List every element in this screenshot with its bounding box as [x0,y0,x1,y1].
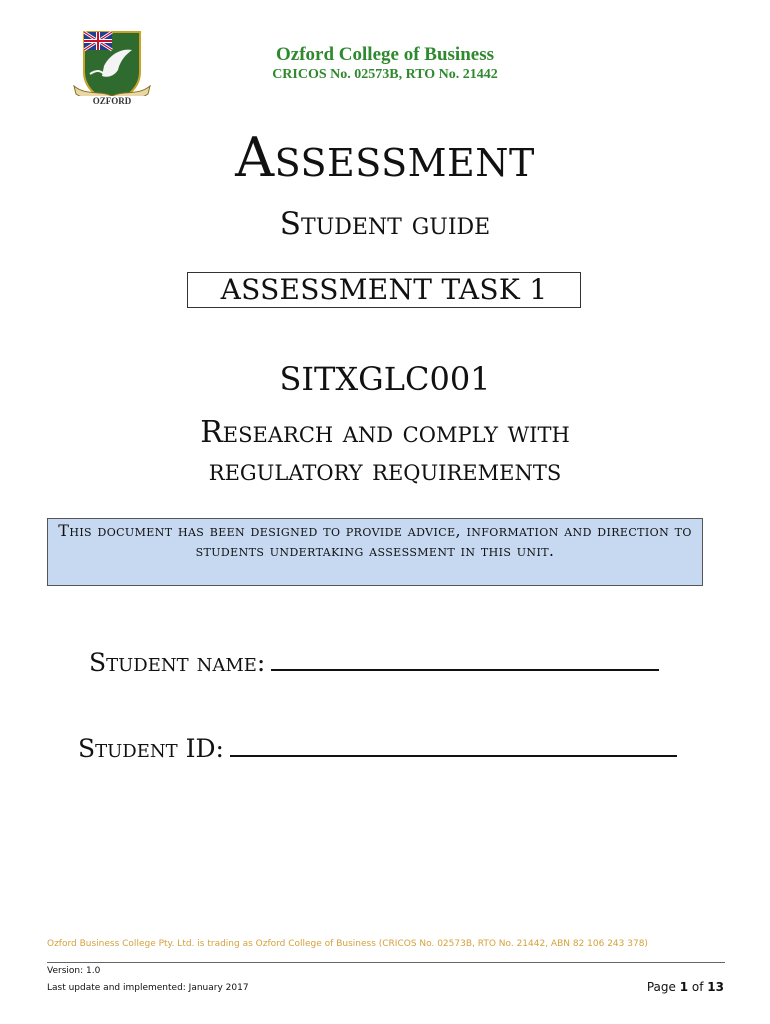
unit-title-line1: Research and comply with [200,415,570,450]
unit-title [0,414,770,490]
logo-text: OZFORD [70,96,154,106]
footer-divider [47,962,725,963]
footer-company-statement: Ozford Business College Pty. Ltd. is trading as Ozford College of Business (CRICOS No. 02573B, RTO No. 21442, ABN 82 106 243 378) [47,939,648,949]
assessment-task-box: ASSESSMENT TASK 1 [187,272,581,308]
student-id-field [78,734,677,763]
footer-last-update: Last update and implemented: January 2017 [47,983,249,993]
student-id-line[interactable] [230,735,677,757]
document-title: Assessment [235,126,535,189]
ozford-crest-icon [70,26,154,110]
notice-box: This document has been designed to provide advice, information and direction to students undertaking assessment in this unit. [47,518,703,586]
document-subtitle: Student guide [279,206,491,242]
student-name-line[interactable] [271,649,659,671]
unit-title-line2: regulatory requirements [208,453,562,488]
page-number [647,980,724,994]
page-of: of [691,980,704,994]
student-name-label: Student name: [89,648,266,677]
college-registration: CRICOS No. 02573B, RTO No. 21442 [272,67,498,82]
student-name-field [89,648,659,677]
page-current: 1 [679,980,689,994]
footer-version: Version: 1.0 [47,966,101,976]
college-name: Ozford College of Business [276,44,494,65]
student-id-label: Student ID: [78,734,224,763]
page-prefix: Page [646,980,676,994]
page-total: 13 [707,980,724,994]
unit-code: SITXGLC001 [279,360,491,398]
